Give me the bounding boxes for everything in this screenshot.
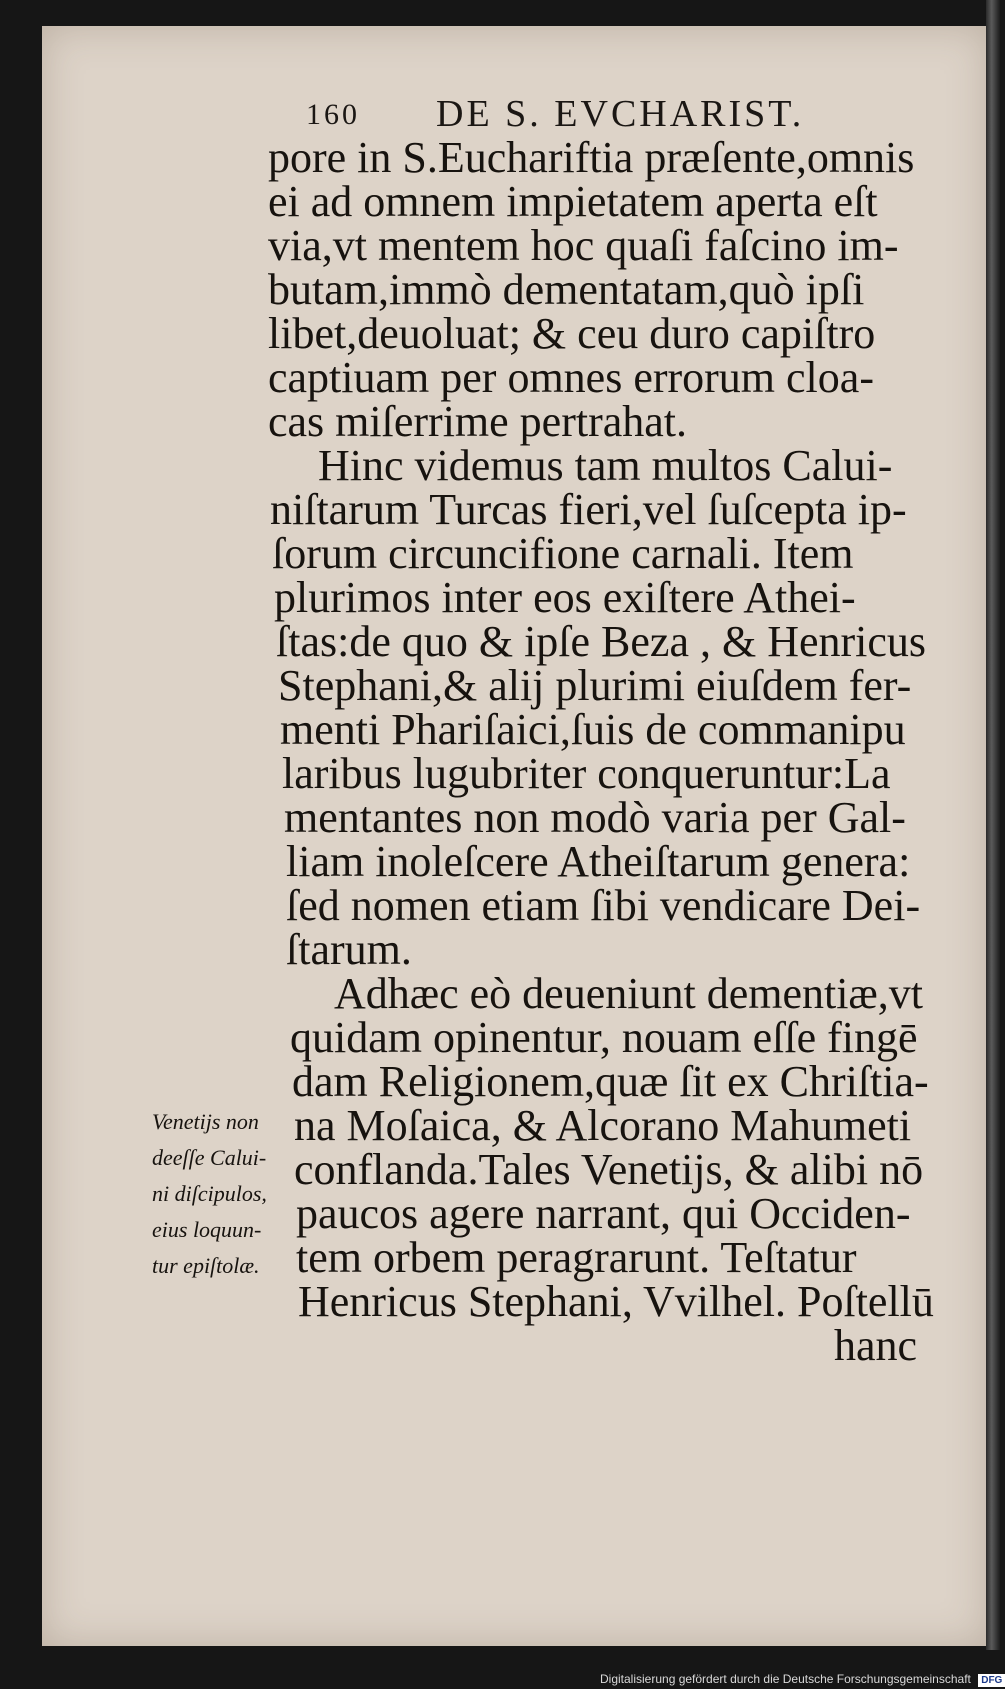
marginal-note-line: eius loquun- [152,1217,262,1242]
page-number: 160 [306,98,360,131]
text-line: ei ad omnem impietatem aperta eſt [268,177,878,226]
text-line: Adhæc eò deueniunt dementiæ,vt [334,969,923,1018]
text-line: captiuam per omnes errorum cloa- [268,353,874,402]
text-line: dam Religionem,quæ ſit ex Chriſtia- [292,1057,929,1106]
marginal-note-line: ni diſcipulos, [152,1181,267,1206]
text-line: ſorum circuncifione carnali. Item [272,529,854,578]
text-line: ſed nomen etiam ſibi vendicare Dei- [286,881,921,930]
text-line: tem orbem peragrarunt. Teſtatur [296,1233,857,1282]
text-line: ſtas:de quo & ipſe Beza , & Henricus [276,617,927,666]
digitization-credit [600,1670,1005,1689]
text-line: ſtarum. [286,925,412,974]
marginal-note-line: deeſſe Calui- [152,1145,267,1170]
text-line: mentantes non modò varia per Gal- [284,793,906,842]
text-line: conflanda.Tales Venetijs, & alibi nō [294,1145,924,1194]
text-line: quidam opinentur, nouam eſſe fingē [290,1013,918,1062]
text-line: libet,deuoluat; & ceu duro capiſtro [268,309,876,358]
text-line: paucos agere narrant, qui Occiden- [296,1189,911,1238]
text-line: pore in S.Euchariftia præſente,omnis [268,133,915,182]
running-title: DE S. EVCHARIST. [436,93,805,135]
text-line: Stephani,& alij plurimi eiuſdem fer- [278,661,912,710]
text-line: menti Phariſaici,ſuis de commanipu [280,705,906,754]
text-line: laribus lugubriter conqueruntur:La [282,749,891,798]
catchword: hanc [834,1321,918,1370]
text-line: via,vt mentem hoc quaſi faſcino im- [268,221,899,270]
text-line: butam,immò dementatam,quò ipſi [268,265,865,314]
text-line: liam inoleſcere Atheiſtarum genera: [286,837,911,886]
text-line: cas miſerrime pertrahat. [268,397,688,446]
text-line: Hinc videmus tam multos Calui- [318,441,893,490]
text-line: Henricus Stephani, Vvilhel. Poſtellū [298,1277,934,1326]
marginal-note-line: Venetijs non [152,1109,259,1134]
credit-text: Digitalisierung gefördert durch die Deutsche Forschungsgemeinschaft [600,1672,971,1686]
marginal-note-line: tur epiſtolæ. [152,1253,260,1278]
text-line: na Moſaica, & Alcorano Mahumeti [294,1101,912,1150]
text-line: plurimos inter eos exiſtere Athei- [274,573,856,622]
text-line: niſtarum Turcas fieri,vel ſuſcepta ip- [270,485,907,534]
dfg-logo: DFG [978,1674,1005,1687]
